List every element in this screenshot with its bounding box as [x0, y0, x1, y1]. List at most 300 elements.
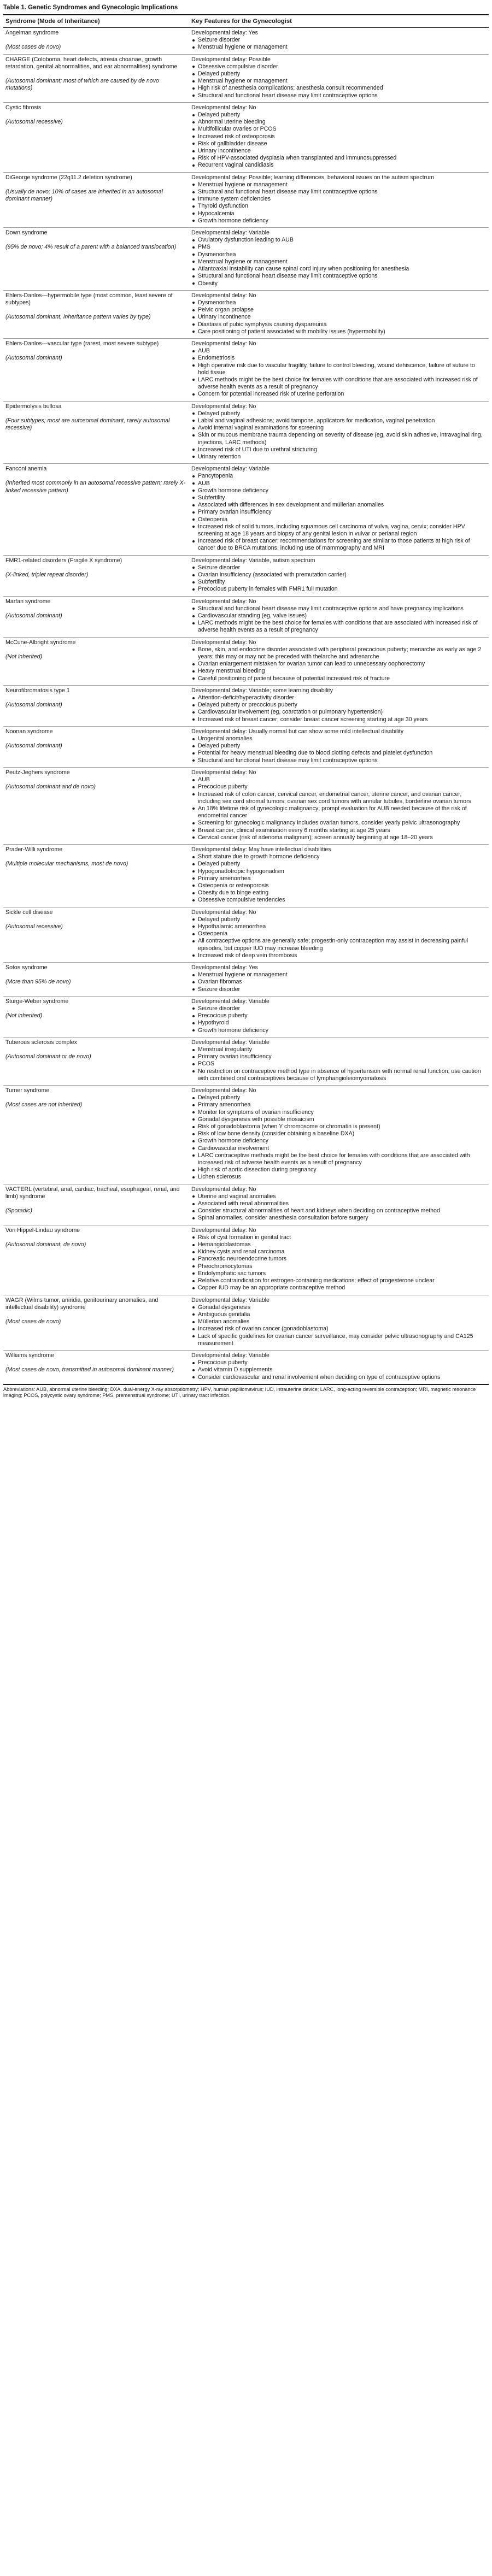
feature-item: Endolymphatic sac tumors: [191, 1270, 485, 1277]
table-row: [3, 54, 489, 102]
feature-list: [191, 735, 485, 764]
syndrome-cell: [3, 1086, 189, 1184]
features-cell: [189, 172, 489, 227]
feature-item: Menstrual hygiene or management: [191, 258, 485, 266]
table-row: [3, 172, 489, 227]
syndrome-cell: [3, 54, 189, 102]
feature-list: [191, 299, 485, 335]
feature-list: [191, 63, 485, 99]
feature-list: [191, 1005, 485, 1034]
feature-item: Uterine and vaginal anomalies: [191, 1193, 485, 1200]
feature-list: [191, 646, 485, 682]
syndrome-name: Prader-Willi syndrome: [5, 846, 63, 853]
feature-list: [191, 1304, 485, 1347]
feature-item: High risk of anesthesia complications; anesthesia consult recommended: [191, 85, 485, 92]
feature-item: Obsessive compulsive tendencies: [191, 897, 485, 904]
feature-item: Obsessive compulsive disorder: [191, 63, 485, 70]
syndrome-name: Sturge-Weber syndrome: [5, 998, 69, 1005]
feature-item: Structural and functional heart disease may limit contraceptive options: [191, 188, 485, 196]
features-cell: [189, 401, 489, 464]
features-cell: [189, 996, 489, 1037]
table-row: [3, 401, 489, 464]
feature-item: Dysmenorrhea: [191, 299, 485, 306]
feature-item: Increased risk of ovarian cancer (gonadoblastoma): [191, 1325, 485, 1333]
syndrome-cell: [3, 1225, 189, 1295]
developmental-delay: Developmental delay: Variable: [191, 465, 270, 473]
developmental-delay: Developmental delay: May have intellectual disabilities: [191, 846, 331, 853]
syndrome-cell: [3, 464, 189, 555]
feature-item: Consider cardiovascular and renal involvement when deciding on type of contraceptive options: [191, 1374, 485, 1381]
feature-item: Primary amenorrhea: [191, 1101, 485, 1109]
feature-item: Obesity due to binge eating: [191, 889, 485, 897]
feature-item: Menstrual hygiene or management: [191, 44, 485, 51]
developmental-delay: Developmental delay: Variable; some learning disability: [191, 687, 333, 694]
table-body: [3, 28, 489, 1384]
syndrome-inheritance: (Autosomal recessive): [5, 119, 63, 126]
features-cell: [189, 28, 489, 55]
syndrome-name: DiGeorge syndrome (22q11.2 deletion syndrome): [5, 174, 132, 181]
syndrome-name: Sotos syndrome: [5, 964, 48, 971]
feature-item: Heavy menstrual bleeding: [191, 668, 485, 675]
feature-item: Delayed puberty or precocious puberty: [191, 702, 485, 709]
feature-item: All contraceptive options are generally safe; progestin-only contraception may assist in decreasing painful episodes, but copper IUD may increase bleeding: [191, 938, 485, 952]
syndrome-inheritance: (X-linked, triplet repeat disorder): [5, 571, 89, 578]
feature-item: Risk of low bone density (consider obtaining a baseline DXA): [191, 1130, 485, 1137]
syndrome-cell: [3, 726, 189, 767]
feature-item: Urogenital anomalies: [191, 735, 485, 742]
feature-item: Subfertility: [191, 579, 485, 586]
developmental-delay: Developmental delay: No: [191, 639, 256, 646]
syndrome-name: Epidermolysis bullosa: [5, 403, 62, 410]
syndrome-name: CHARGE (Coloboma, heart defects, atresia choanae, growth retardation, genital abnormalities, and ear abnormalities) syndrome: [5, 56, 178, 70]
syndrome-inheritance: (More than 95% de novo): [5, 978, 71, 986]
feature-item: Seizure disorder: [191, 986, 485, 993]
table-row: [3, 726, 489, 767]
table-header-row: [3, 15, 489, 28]
feature-item: Precocious puberty: [191, 1359, 485, 1366]
table-row: [3, 844, 489, 907]
feature-list: [191, 410, 485, 461]
syndrome-inheritance: (Autosomal dominant and de novo): [5, 783, 96, 791]
feature-item: Osteopenia: [191, 516, 485, 523]
developmental-delay: Developmental delay: Possible; learning differences, behavioral issues on the autism spectrum: [191, 174, 434, 181]
feature-item: Care positioning of patient associated with mobility issues (hypermobility): [191, 328, 485, 335]
features-cell: [189, 464, 489, 555]
syndrome-name: Ehlers-Danlos—hypermobile type (most common, least severe of subtypes): [5, 292, 173, 306]
developmental-delay: Developmental delay: Yes: [191, 30, 258, 36]
feature-item: Avoid internal vaginal examinations for screening: [191, 425, 485, 432]
developmental-delay: Developmental delay: Yes: [191, 964, 258, 971]
feature-list: [191, 1046, 485, 1082]
feature-item: Delayed puberty: [191, 860, 485, 868]
feature-list: [191, 564, 485, 593]
syndrome-name: FMR1-related disorders (Fragile X syndrome): [5, 557, 122, 564]
feature-item: Potential for heavy menstrual bleeding due to blood clotting defects and platelet dysfunction: [191, 750, 485, 757]
syndrome-inheritance: (Four subtypes; most are autosomal dominant, rarely autosomal recessive): [5, 417, 170, 431]
feature-item: Pelvic organ prolapse: [191, 306, 485, 314]
developmental-delay: Developmental delay: Variable: [191, 1296, 270, 1304]
feature-item: Increased risk of UTI due to urethral stricturing: [191, 446, 485, 453]
feature-item: Primary ovarian insufficiency: [191, 1053, 485, 1060]
feature-list: [191, 37, 485, 51]
syndrome-name: Turner syndrome: [5, 1087, 50, 1094]
syndrome-inheritance: (Multiple molecular mechanisms, most de novo): [5, 860, 128, 868]
developmental-delay: Developmental delay: Variable, autism spectrum: [191, 557, 315, 564]
feature-item: Increased risk of solid tumors, including squamous cell carcinoma of vulva, vagina, cervix; consider HPV screening at age 18 years and biopsy of any genital lesion in vulvar or perianal region: [191, 523, 485, 538]
features-cell: [189, 228, 489, 291]
feature-item: Breast cancer, clinical examination every 6 months starting at age 25 years: [191, 827, 485, 834]
syndrome-name: Tuberous sclerosis complex: [5, 1039, 77, 1046]
feature-item: Consider structural abnormalities of heart and kidneys when deciding on contraceptive method: [191, 1207, 485, 1215]
feature-list: [191, 1359, 485, 1381]
syndromes-table: [3, 14, 489, 1385]
feature-item: Delayed puberty: [191, 1094, 485, 1101]
table-row: [3, 28, 489, 55]
table-title: Table 1. Genetic Syndromes and Gynecologic Implications: [3, 4, 178, 11]
feature-list: [191, 1193, 485, 1222]
features-cell: [189, 338, 489, 401]
feature-item: Associated with differences in sex development and müllerian anomalies: [191, 502, 485, 509]
syndrome-inheritance: (Most cases de novo): [5, 44, 61, 51]
syndrome-name: Cystic fibrosis: [5, 104, 42, 111]
feature-item: Structural and functional heart disease may limit contraceptive options and have pregnancy implications: [191, 605, 485, 612]
syndrome-cell: [3, 1295, 189, 1350]
feature-item: High operative risk due to vascular fragility, failure to control bleeding, wound dehiscence, failure of suture to hold tissue: [191, 362, 485, 376]
syndrome-cell: [3, 685, 189, 726]
syndrome-name: Neurofibromatosis type 1: [5, 687, 70, 694]
table-row: [3, 1086, 489, 1184]
feature-item: PMS: [191, 244, 485, 251]
feature-item: Cardiovascular standing (eg, valve issues): [191, 612, 485, 620]
developmental-delay: Developmental delay: Variable: [191, 998, 270, 1005]
syndrome-inheritance: (Autosomal dominant, inheritance pattern varies by type): [5, 314, 151, 321]
syndrome-cell: [3, 401, 189, 464]
feature-item: LARC contraceptive methods might be the best choice for females with conditions that are associated with increased risk of adverse health events as a result of pregnancy: [191, 1152, 485, 1166]
features-cell: [189, 962, 489, 996]
feature-list: [191, 181, 485, 225]
feature-item: Ovulatory dysfunction leading to AUB: [191, 237, 485, 244]
syndrome-inheritance: (Autosomal dominant): [5, 742, 62, 750]
feature-item: Increased risk of osteoporosis: [191, 133, 485, 140]
syndrome-name: Down syndrome: [5, 229, 48, 237]
features-cell: [189, 726, 489, 767]
feature-item: LARC methods might be the best choice for females with conditions that are associated with increased risk of adverse health events as a result of pregnancy: [191, 376, 485, 391]
abbreviations-footnote: Abbreviations: AUB, abnormal uterine bleeding; DXA, dual-energy X-ray absorptiometry; HPV, human papillomavirus; IUD, intrauterine device; LARC, long-acting reversible contraception; MRI, magnetic resonance imaging; PCOS, polycystic ovary syndrome; PMS, premenstrual syndrome; UTI, urinary tract infection.: [3, 1386, 476, 1399]
developmental-delay: Developmental delay: No: [191, 104, 256, 111]
feature-item: Structural and functional heart disease may limit contraceptive options: [191, 92, 485, 99]
table-row: [3, 464, 489, 555]
feature-list: [191, 605, 485, 634]
features-cell: [189, 1295, 489, 1350]
syndrome-inheritance: (Usually de novo; 10% of cases are inherited in an autosomal dominant manner): [5, 188, 163, 203]
feature-item: Risk of cyst formation in genital tract: [191, 1234, 485, 1241]
features-cell: [189, 1225, 489, 1295]
table-row: [3, 1184, 489, 1225]
syndrome-cell: [3, 102, 189, 172]
feature-item: Osteopenia or osteoporosis: [191, 882, 485, 889]
feature-item: Spinal anomalies, consider anesthesia consultation before surgery: [191, 1215, 485, 1222]
feature-list: [191, 971, 485, 993]
feature-item: Abnormal uterine bleeding: [191, 119, 485, 126]
syndrome-cell: [3, 1037, 189, 1085]
feature-item: High risk of aortic dissection during pregnancy: [191, 1166, 485, 1174]
feature-item: Avoid vitamin D supplements: [191, 1366, 485, 1374]
feature-item: Ovarian fibromas: [191, 978, 485, 986]
features-cell: [189, 1350, 489, 1384]
syndrome-name: Von Hippel-Lindau syndrome: [5, 1227, 80, 1234]
syndrome-inheritance: (Autosomal recessive): [5, 923, 63, 930]
table-row: [3, 555, 489, 596]
developmental-delay: Developmental delay: No: [191, 340, 256, 347]
feature-item: Seizure disorder: [191, 1005, 485, 1012]
feature-item: Pancreatic neuroendocrine tumors: [191, 1255, 485, 1263]
feature-item: Structural and functional heart disease may limit contraceptive options: [191, 273, 485, 280]
feature-item: Urinary retention: [191, 453, 485, 461]
features-cell: [189, 844, 489, 907]
feature-item: Hemangioblastomas: [191, 1241, 485, 1248]
feature-item: Thyroid dysfunction: [191, 203, 485, 210]
syndrome-inheritance: (Not inherited): [5, 653, 43, 660]
syndrome-cell: [3, 637, 189, 685]
feature-item: Menstrual irregularity: [191, 1046, 485, 1053]
features-cell: [189, 290, 489, 338]
table-row: [3, 102, 489, 172]
header-features: Key Features for the Gynecologist: [189, 15, 489, 28]
syndrome-inheritance: (Not inherited): [5, 1012, 43, 1019]
syndrome-name: Angelman syndrome: [5, 30, 59, 36]
feature-item: Delayed puberty: [191, 742, 485, 750]
syndrome-cell: [3, 555, 189, 596]
syndrome-cell: [3, 907, 189, 962]
table-row: [3, 637, 489, 685]
syndrome-name: Noonan syndrome: [5, 728, 53, 735]
table-row: [3, 596, 489, 637]
syndrome-name: McCune-Albright syndrome: [5, 639, 76, 646]
feature-item: Recurrent vaginal candidiasis: [191, 162, 485, 169]
feature-item: Ovarian insufficiency (associated with premutation carrier): [191, 571, 485, 579]
feature-list: [191, 853, 485, 904]
developmental-delay: Developmental delay: Usually normal but can show some mild intellectual disability: [191, 728, 404, 735]
developmental-delay: Developmental delay: No: [191, 1186, 256, 1193]
feature-item: AUB: [191, 347, 485, 355]
feature-item: Multifollicular ovaries or PCOS: [191, 126, 485, 133]
developmental-delay: Developmental delay: No: [191, 1227, 256, 1234]
features-cell: [189, 767, 489, 844]
feature-item: Urinary incontinence: [191, 148, 485, 155]
feature-list: [191, 473, 485, 552]
syndrome-cell: [3, 172, 189, 227]
feature-item: Precocious puberty in females with FMR1 full mutation: [191, 586, 485, 593]
feature-item: Increased risk of colon cancer, cervical cancer, endometrial cancer, uterine cancer, and ovarian cancer, including sex cord stromal tumors; ovarian sex cord tumors with annular tubules, borderline ovarian tumors: [191, 791, 485, 805]
features-cell: [189, 1086, 489, 1184]
feature-item: Delayed puberty: [191, 111, 485, 119]
feature-item: Primary ovarian insufficiency: [191, 509, 485, 516]
feature-item: AUB: [191, 480, 485, 487]
syndrome-cell: [3, 228, 189, 291]
feature-item: Bone, skin, and endocrine disorder associated with peripheral precocious puberty; menarche as early as age 2 years; this may or may not be preceded with thelarche and adrenarche: [191, 646, 485, 661]
features-cell: [189, 685, 489, 726]
syndrome-inheritance: (95% de novo; 4% result of a parent with a balanced translocation): [5, 244, 177, 251]
table-row: [3, 685, 489, 726]
feature-item: Cardiovascular involvement: [191, 1145, 485, 1152]
feature-item: Cardiovascular involvement (eg, coarctation or pulmonary hypertension): [191, 709, 485, 716]
feature-item: Kidney cysts and renal carcinoma: [191, 1248, 485, 1255]
feature-item: Urinary incontinence: [191, 314, 485, 321]
feature-list: [191, 237, 485, 287]
feature-item: Monitor for symptoms of ovarian insufficiency: [191, 1109, 485, 1116]
syndrome-cell: [3, 962, 189, 996]
feature-item: Risk of HPV-associated dysplasia when transplanted and immunosuppressed: [191, 155, 485, 162]
syndrome-inheritance: (Autosomal dominant): [5, 702, 62, 709]
feature-item: Menstrual hygiene or management: [191, 181, 485, 188]
developmental-delay: Developmental delay: No: [191, 403, 256, 410]
table-row: [3, 1350, 489, 1384]
developmental-delay: Developmental delay: Variable: [191, 229, 270, 237]
syndrome-cell: [3, 290, 189, 338]
features-cell: [189, 555, 489, 596]
syndrome-cell: [3, 1184, 189, 1225]
features-cell: [189, 637, 489, 685]
developmental-delay: Developmental delay: Possible: [191, 56, 271, 63]
feature-item: Precocious puberty: [191, 783, 485, 791]
feature-item: Lichen sclerosus: [191, 1174, 485, 1181]
developmental-delay: Developmental delay: No: [191, 292, 256, 299]
feature-item: Hypothyroid: [191, 1019, 485, 1027]
table-row: [3, 907, 489, 962]
feature-item: Copper IUD may be an appropriate contraceptive method: [191, 1284, 485, 1292]
syndrome-cell: [3, 844, 189, 907]
feature-item: Ambiguous genitalia: [191, 1311, 485, 1318]
feature-item: No restriction on contraceptive method type in absence of hypertension with normal renal function; use caution with combined oral contraceptives because of lymphangioleiomyomatosis: [191, 1068, 485, 1082]
developmental-delay: Developmental delay: No: [191, 1087, 256, 1094]
table-row: [3, 290, 489, 338]
feature-item: Lack of specific guidelines for ovarian cancer surveillance, may consider pelvic ultrasonography and CA125 measurement: [191, 1333, 485, 1347]
feature-item: Hypothalamic amenorrhea: [191, 923, 485, 930]
syndrome-inheritance: (Most cases are not inherited): [5, 1101, 83, 1109]
syndrome-inheritance: (Most cases de novo, transmitted in autosomal dominant manner): [5, 1366, 174, 1374]
feature-item: Growth hormone deficiency: [191, 217, 485, 225]
syndrome-inheritance: (Autosomal dominant, de novo): [5, 1241, 86, 1248]
feature-item: Associated with renal abnormalities: [191, 1200, 485, 1207]
feature-item: Growth hormone deficiency: [191, 1027, 485, 1034]
feature-item: Growth hormone deficiency: [191, 1137, 485, 1145]
feature-list: [191, 916, 485, 959]
syndrome-cell: [3, 596, 189, 637]
feature-list: [191, 776, 485, 841]
feature-item: Growth hormone deficiency: [191, 487, 485, 494]
syndrome-cell: [3, 28, 189, 55]
feature-item: Pheochromocytomas: [191, 1263, 485, 1270]
table-row: [3, 1295, 489, 1350]
feature-list: [191, 1234, 485, 1292]
syndrome-inheritance: (Inherited most commonly in an autosomal recessive pattern; rarely X-linked recessive pattern): [5, 480, 186, 494]
table-row: [3, 228, 489, 291]
feature-item: Gonadal dysgenesis: [191, 1304, 485, 1311]
table-row: [3, 962, 489, 996]
feature-item: Increased risk of breast cancer; recommendations for screening are similar to those patients at high risk of cancer due to BRCA mutations, including use of mammography and MRI: [191, 538, 485, 552]
syndrome-inheritance: (Autosomal dominant; most of which are caused by de novo mutations): [5, 78, 159, 92]
feature-item: Diastasis of pubic symphysis causing dyspareunia: [191, 321, 485, 328]
syndrome-inheritance: (Autosomal dominant): [5, 612, 62, 619]
header-syndrome: Syndrome (Mode of Inheritance): [3, 15, 189, 28]
feature-item: Atlantoaxial instability can cause spinal cord injury when positioning for anesthesia: [191, 266, 485, 273]
feature-item: Menstrual hygiene or management: [191, 78, 485, 85]
syndrome-inheritance: (Autosomal dominant): [5, 355, 62, 362]
syndrome-name: Fanconi anemia: [5, 465, 47, 473]
developmental-delay: Developmental delay: No: [191, 769, 256, 776]
feature-item: Seizure disorder: [191, 37, 485, 44]
feature-list: [191, 347, 485, 398]
feature-item: Subfertility: [191, 494, 485, 502]
features-cell: [189, 54, 489, 102]
feature-item: Dysmenorrhea: [191, 251, 485, 258]
feature-item: Seizure disorder: [191, 564, 485, 571]
feature-item: Delayed puberty: [191, 916, 485, 923]
feature-item: Delayed puberty: [191, 70, 485, 78]
syndrome-name: Williams syndrome: [5, 1352, 54, 1359]
developmental-delay: Developmental delay: No: [191, 909, 256, 916]
feature-item: Pancytopenia: [191, 473, 485, 480]
syndrome-cell: [3, 767, 189, 844]
feature-item: Relative contraindication for estrogen-containing medications; effect of progesterone unclear: [191, 1277, 485, 1284]
syndrome-cell: [3, 996, 189, 1037]
syndrome-name: Peutz-Jeghers syndrome: [5, 769, 70, 776]
feature-item: Increased risk of deep vein thrombosis: [191, 952, 485, 959]
table-row: [3, 1037, 489, 1085]
features-cell: [189, 1037, 489, 1085]
feature-list: [191, 694, 485, 723]
feature-item: Precocious puberty: [191, 1012, 485, 1019]
syndrome-inheritance: (Sporadic): [5, 1207, 32, 1215]
feature-item: Delayed puberty: [191, 410, 485, 417]
feature-item: Primary amenorrhea: [191, 875, 485, 882]
features-cell: [189, 907, 489, 962]
feature-item: PCOS: [191, 1060, 485, 1068]
syndrome-inheritance: (Autosomal dominant or de novo): [5, 1053, 91, 1060]
features-cell: [189, 596, 489, 637]
feature-item: An 18% lifetime risk of gynecologic malignancy; prompt evaluation for AUB needed because of the risk of endometrial cancer: [191, 805, 485, 820]
feature-item: Hypogonadotropic hypogonadism: [191, 868, 485, 875]
feature-item: Menstrual hygiene or management: [191, 971, 485, 978]
feature-item: Müllerian anomalies: [191, 1318, 485, 1325]
feature-item: Screening for gynecologic malignancy includes ovarian tumors, consider yearly pelvic ultrasonography: [191, 820, 485, 827]
feature-item: Cervical cancer (risk of adenoma malignum); screen annually beginning at age 18–20 years: [191, 834, 485, 841]
developmental-delay: Developmental delay: No: [191, 598, 256, 605]
syndrome-name: VACTERL (vertebral, anal, cardiac, tracheal, esophageal, renal, and limb) syndrome: [5, 1186, 180, 1200]
feature-list: [191, 111, 485, 169]
developmental-delay: Developmental delay: Variable: [191, 1039, 270, 1046]
feature-item: Risk of gonadoblastoma (when Y chromosome or chromatin is present): [191, 1123, 485, 1130]
syndrome-cell: [3, 338, 189, 401]
feature-item: LARC methods might be the best choice for females with conditions that are associated with increased risk of adverse health events as a result of pregnancy: [191, 620, 485, 634]
feature-item: Structural and functional heart disease may limit contraceptive options: [191, 757, 485, 764]
table-row: [3, 1225, 489, 1295]
syndrome-name: Marfan syndrome: [5, 598, 51, 605]
feature-item: Immune system deficiencies: [191, 196, 485, 203]
developmental-delay: Developmental delay: Variable: [191, 1352, 270, 1359]
feature-item: Attention-deficit/hyperactivity disorder: [191, 694, 485, 702]
syndrome-inheritance: (Most cases de novo): [5, 1318, 61, 1325]
syndrome-name: Ehlers-Danlos—vascular type (rarest, most severe subtype): [5, 340, 159, 347]
feature-item: AUB: [191, 776, 485, 783]
feature-item: Ovarian enlargement mistaken for ovarian tumor can lead to unnecessary oophorectomy: [191, 661, 485, 668]
feature-item: Careful positioning of patient because of potential increased risk of fracture: [191, 675, 485, 682]
feature-item: Increased risk of breast cancer; consider breast cancer screening starting at age 30 years: [191, 716, 485, 723]
feature-item: Osteopenia: [191, 930, 485, 938]
table-row: [3, 338, 489, 401]
syndrome-cell: [3, 1350, 189, 1384]
feature-item: Skin or mucous membrane trauma depending on severity of disease (eg, avoid skin adhesive, intravaginal ring, injections, LARC methods): [191, 432, 485, 446]
